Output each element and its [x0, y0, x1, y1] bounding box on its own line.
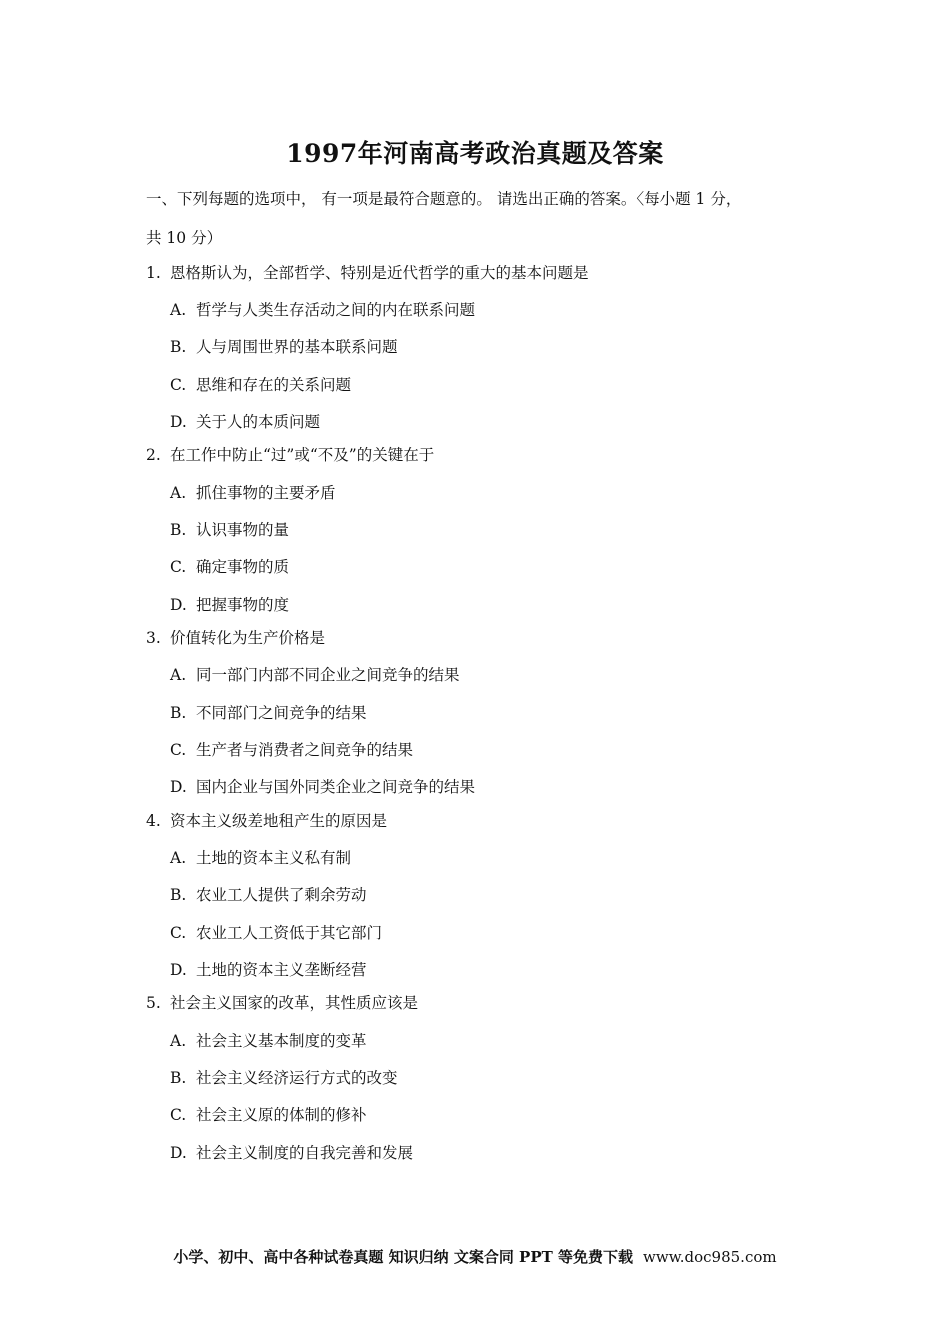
- option-letter: A.: [170, 484, 187, 502]
- option-letter: C.: [170, 1106, 187, 1124]
- footer-text: 小学、初中、高中各种试卷真题 知识归纳 文案合同 PPT 等免费下载: [173, 1248, 634, 1266]
- option-text: 社会主义制度的自我完善和发展: [196, 1144, 414, 1162]
- option-letter: A.: [170, 1032, 187, 1050]
- question-5-option-b: [170, 1066, 398, 1088]
- option-letter: D.: [170, 961, 187, 979]
- option-text: 土地的资本主义私有制: [196, 849, 352, 867]
- option-letter: C.: [170, 558, 187, 576]
- option-letter: D.: [170, 596, 187, 614]
- question-2-option-d: [170, 593, 289, 615]
- option-text: 农业工人工资低于其它部门: [196, 924, 383, 942]
- page-title: 1997年河南高考政治真题及答案: [286, 139, 664, 168]
- option-letter: D.: [170, 1144, 187, 1162]
- option-text: 关于人的本质问题: [196, 413, 321, 431]
- question-5: [146, 991, 418, 1013]
- option-text: 社会主义基本制度的变革: [196, 1032, 367, 1050]
- option-letter: A.: [170, 666, 187, 684]
- question-1: [146, 261, 589, 283]
- option-text: 社会主义原的体制的修补: [196, 1106, 367, 1124]
- option-letter: D.: [170, 413, 187, 431]
- question-3-option-d: [170, 775, 475, 797]
- option-text: 人与周围世界的基本联系问题: [196, 338, 398, 356]
- option-text: 农业工人提供了剩余劳动: [196, 886, 367, 904]
- option-text: 土地的资本主义垄断经营: [196, 961, 367, 979]
- question-number: 4.: [146, 812, 161, 830]
- question-2: [146, 443, 434, 465]
- question-3-option-b: [170, 701, 367, 723]
- question-2-option-c: [170, 555, 289, 577]
- question-text: 资本主义级差地租产生的原因是: [170, 812, 388, 830]
- option-text: 社会主义经济运行方式的改变: [196, 1069, 398, 1087]
- question-5-option-d: [170, 1141, 413, 1163]
- question-3-option-a: [170, 663, 460, 685]
- option-letter: A.: [170, 849, 187, 867]
- question-4-option-b: [170, 883, 367, 905]
- question-number: 1.: [146, 264, 161, 282]
- question-number: 2.: [146, 446, 161, 464]
- question-number: 3.: [146, 629, 161, 647]
- option-text: 国内企业与国外同类企业之间竞争的结果: [196, 778, 476, 796]
- option-text: 思维和存在的关系问题: [196, 376, 352, 394]
- option-text: 认识事物的量: [196, 521, 290, 539]
- option-text: 确定事物的质: [196, 558, 290, 576]
- option-letter: B.: [170, 521, 187, 539]
- instruction-line-2: 共 10 分）: [146, 229, 223, 247]
- page-footer: [0, 1246, 950, 1267]
- option-letter: B.: [170, 704, 187, 722]
- question-3: [146, 626, 325, 648]
- question-5-option-c: [170, 1103, 367, 1125]
- question-number: 5.: [146, 994, 161, 1012]
- question-1-option-a: [170, 298, 475, 320]
- question-5-option-a: [170, 1029, 367, 1051]
- option-text: 抓住事物的主要矛盾: [196, 484, 336, 502]
- option-letter: B.: [170, 338, 187, 356]
- question-4: [146, 809, 387, 831]
- option-letter: C.: [170, 376, 187, 394]
- option-letter: C.: [170, 741, 187, 759]
- question-text: 在工作中防止“过”或“不及”的关键在于: [170, 446, 435, 464]
- option-letter: D.: [170, 778, 187, 796]
- option-letter: B.: [170, 886, 187, 904]
- question-1-option-d: [170, 410, 320, 432]
- footer-url-link[interactable]: www.doc985.com: [643, 1248, 777, 1266]
- question-2-option-a: [170, 481, 336, 503]
- question-2-option-b: [170, 518, 289, 540]
- question-4-option-d: [170, 958, 367, 980]
- question-text: 恩格斯认为，全部哲学、特别是近代哲学的重大的基本问题是: [170, 264, 589, 282]
- question-4-option-a: [170, 846, 351, 868]
- question-3-option-c: [170, 738, 413, 760]
- option-text: 同一部门内部不同企业之间竞争的结果: [196, 666, 460, 684]
- question-1-option-b: [170, 335, 398, 357]
- question-text: 价值转化为生产价格是: [170, 629, 326, 647]
- option-text: 把握事物的度: [196, 596, 290, 614]
- option-text: 哲学与人类生存活动之间的内在联系问题: [196, 301, 476, 319]
- option-text: 生产者与消费者之间竞争的结果: [196, 741, 414, 759]
- question-1-option-c: [170, 373, 351, 395]
- option-letter: B.: [170, 1069, 187, 1087]
- instruction-line-1: 一、下列每题的选项中， 有一项是最符合题意的。 请选出正确的答案。〈每小题 1 分，: [146, 190, 742, 208]
- question-4-option-c: [170, 921, 382, 943]
- option-text: 不同部门之间竞争的结果: [196, 704, 367, 722]
- question-text: 社会主义国家的改革，其性质应该是: [170, 994, 419, 1012]
- option-letter: C.: [170, 924, 187, 942]
- option-letter: A.: [170, 301, 187, 319]
